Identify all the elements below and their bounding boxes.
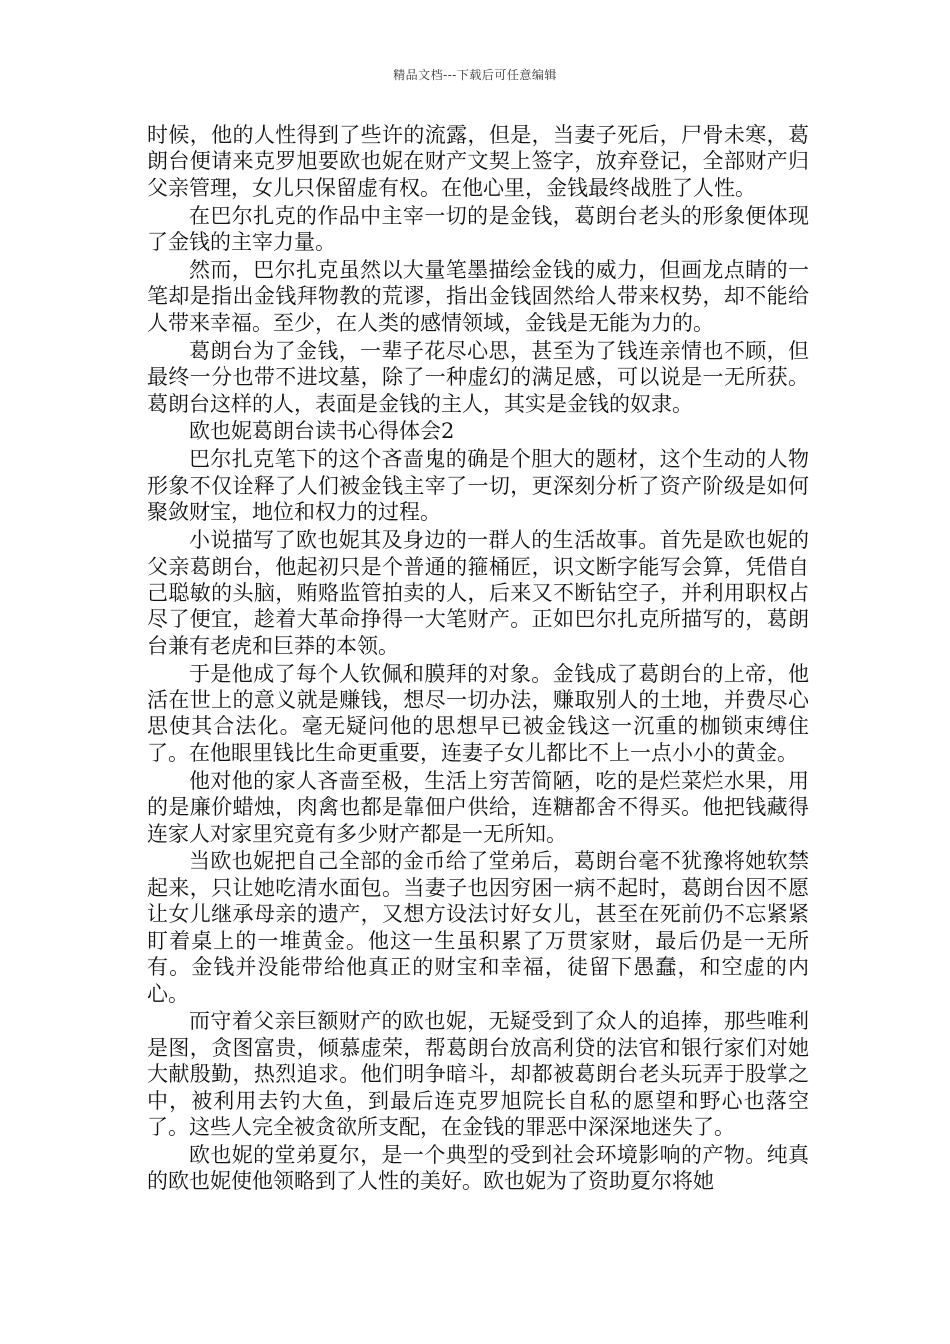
paragraph: 巴尔扎克笔下的这个吝啬鬼的确是个胆大的题材，这个生动的人物形象不仅诠释了人们被金钱主宰了一切，更深刻分析了资产阶级是如何聚敛财宝，地位和权力的过程。 <box>147 447 809 525</box>
paragraph: 于是他成了每个人钦佩和膜拜的对象。金钱成了葛朗台的上帝，他活在世上的意义就是赚钱，想尽一切办法，赚取别人的土地，并费尽心思使其合法化。毫无疑问他的思想早已被金钱这一沉重的枷锁束缚住了。在他眼里钱比生命更重要，连妻子女儿都比不上一点小小的黄金。 <box>147 661 809 765</box>
paragraph: 小说描写了欧也妮其及身边的一群人的生活故事。首先是欧也妮的父亲葛朗台，他起初只是个普通的箍桶匠，识文断字能写会算，凭借自己聪敏的头脑，贿赂监管拍卖的人，后来又不断钻空子，并利用职权占尽了便宜，趁着大革命挣得一大笔财产。正如巴尔扎克所描写的，葛朗台兼有老虎和巨莽的本领。 <box>147 528 809 658</box>
paragraph: 而守着父亲巨额财产的欧也妮，无疑受到了众人的追捧，那些唯利是图，贪图富贵，倾慕虚荣，帮葛朗台放高利贷的法官和银行家们对她大献殷勤，热烈追求。他们明争暗斗，却都被葛朗台老头玩弄于股掌之中，被利用去钓大鱼，到最后连克罗旭院长自私的愿望和野心也落空了。这些人完全被贪欲所支配，在金钱的罪恶中深深地迷失了。 <box>147 1009 809 1140</box>
paragraph: 当欧也妮把自己全部的金币给了堂弟后，葛朗台毫不犹豫将她软禁起来，只让她吃清水面包。当妻子也因穷困一病不起时，葛朗台因不愿让女儿继承母亲的遗产，又想方设法讨好女儿，甚至在死前仍不忘紧紧盯着桌上的一堆黄金。他这一生虽积累了万贯家财，最后仍是一无所有。金钱并没能带给他真正的财宝和幸福，徒留下愚蠢，和空虚的内心。 <box>147 849 809 1006</box>
section-heading: 欧也妮葛朗台读书心得体会2 <box>189 419 455 444</box>
paragraph-continuation: 时候，他的人性得到了些许的流露，但是，当妻子死后，尸骨未寒，葛朗台便请来克罗旭要欧也妮在财产文契上签字，放弃登记，全部财产归父亲管理，女儿只保留虚有权。在他心里，金钱最终战胜了人性。 <box>147 123 809 200</box>
paragraph: 欧也妮的堂弟夏尔，是一个典型的受到社会环境影响的产物。纯真的欧也妮使他领略到了人性的美好。欧也妮为了资助夏尔将她 <box>147 1142 809 1194</box>
paragraph: 然而，巴尔扎克虽然以大量笔墨描绘金钱的威力，但画龙点睛的一笔却是指出金钱拜物教的荒谬，指出金钱固然给人带来权势，却不能给人带来幸福。至少，在人类的感情领域，金钱是无能为力的。 <box>147 258 809 335</box>
document-body <box>147 122 809 1196</box>
paragraph: 他对他的家人吝啬至极，生活上穷苦简陋，吃的是烂菜烂水果，用的是廉价蜡烛，肉禽也都是靠佃户供给，连糖都舍不得买。他把钱藏得连家人对家里究竟有多少财产都是一无所知。 <box>147 768 809 846</box>
paragraph: 葛朗台为了金钱，一辈子花尽心思，甚至为了钱连亲情也不顾，但最终一分也带不进坟墓，除了一种虚幻的满足感，可以说是一无所获。葛朗台这样的人，表面是金钱的主人，其实是金钱的奴隶。 <box>147 338 809 416</box>
page-header-note: 精品文档---下载后可任意编辑 <box>393 68 557 82</box>
paragraph: 在巴尔扎克的作品中主宰一切的是金钱，葛朗台老头的形象便体现了金钱的主宰力量。 <box>147 203 809 255</box>
